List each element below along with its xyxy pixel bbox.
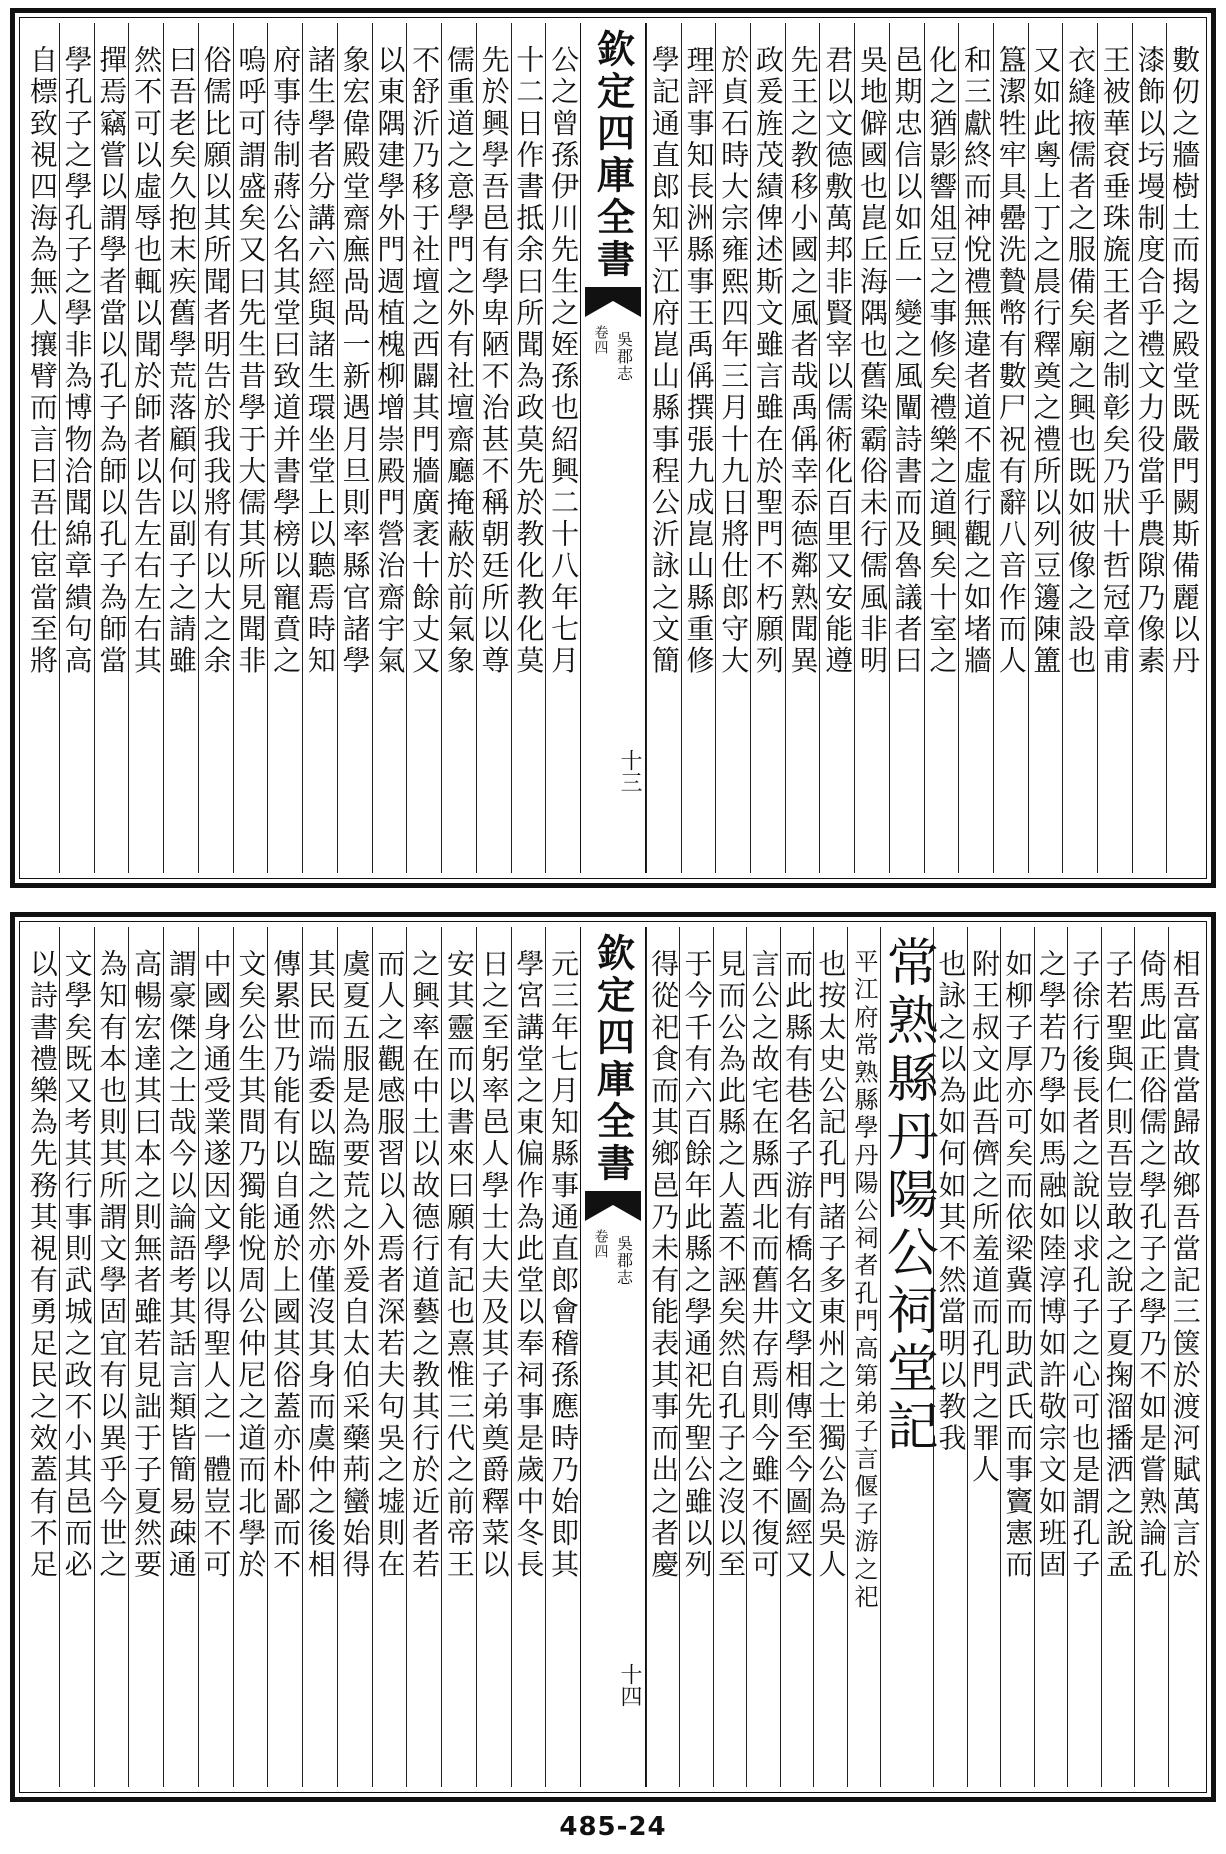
volume-number: 卷四 xyxy=(592,1229,609,1259)
text-column: 府事待制蔣公名其堂曰致道并書學榜以寵賁之 xyxy=(267,23,302,873)
text-column: 學孔子之學孔子之學非為博物洽聞綿章繢句高 xyxy=(59,23,94,873)
text-column: 數仞之牆樹土而揭之殿堂既嚴門闕斯備麗以丹 xyxy=(1166,23,1201,873)
text-column: 也詠之以為如何如其不然當明以教我 xyxy=(933,927,966,1787)
text-column: 先王之教移小國之風者哉禹偁幸忝德鄰熟聞異 xyxy=(785,23,820,873)
fishtail-mark-icon xyxy=(585,287,641,321)
text-column: 中國身通受業遂因文學以得聖人之一體豈不可 xyxy=(198,927,233,1787)
page-panel-bottom xyxy=(10,912,1216,1802)
text-columns-bottom xyxy=(25,927,1201,1787)
text-column: 化之猶影響俎豆之事修矣禮樂之道興矣十室之 xyxy=(924,23,959,873)
text-column: 相吾富貴當歸故鄉吾當記三箧於渡河賦萬言於 xyxy=(1168,927,1201,1787)
text-column: 不舒沂乃移于社壇之西闢其門牆廣袤十餘丈又 xyxy=(406,23,441,873)
left-half-bottom xyxy=(25,927,580,1787)
text-column: 十二日作書抵余曰所聞為政莫先於教化教化莫 xyxy=(511,23,546,873)
text-column: 之興率在中土以故德行道藝之教其行於近者若 xyxy=(406,927,441,1787)
text-column-note: 平江府常熟縣學丹陽公祠者孔門高第弟子言偃子游之祀 xyxy=(847,927,880,1787)
text-column: 以詩書禮樂為先務其視有勇足民之效蓋有不足 xyxy=(25,949,59,1581)
volume-label xyxy=(591,325,636,382)
text-column: 傳累世乃能有以自通於上國其俗蓋亦朴鄙而不 xyxy=(267,927,302,1787)
text-column: 諸生學者分講六經與諸生環坐堂上以聽焉時知 xyxy=(302,23,337,873)
text-column: 先於興學吾邑有學卑陋不治甚不稱朝廷所以尊 xyxy=(476,23,511,873)
text-column: 子徐行後長者之說以求孔子之心可也是謂孔子 xyxy=(1067,927,1100,1787)
text-column: 安其靈而以書來曰願有記也熹惟三代之前帝王 xyxy=(441,927,476,1787)
text-column: 也按太史公記孔門諸子多東州之士獨公為吳人 xyxy=(813,927,846,1787)
text-column: 子若聖與仁則吾豈敢之說子夏掬溜播洒之說孟 xyxy=(1101,927,1134,1787)
center-margin-top xyxy=(580,23,646,873)
right-half-bottom xyxy=(646,927,1201,1787)
text-column: 文學矣既又考其行事則武城之政不小其邑而必 xyxy=(59,927,94,1787)
text-column: 常熟縣丹陽公祠堂記 xyxy=(880,927,933,1787)
text-column: 自標致視四海為無人攘臂而言曰吾仕宦當至將 xyxy=(25,45,59,677)
text-column: 見而公為此縣之人蓋不誣矣然自孔子之沒以至 xyxy=(713,927,746,1787)
text-column: 元三年七月知縣事通直郎會稽孫應時乃始即其 xyxy=(545,927,580,1787)
volume-label xyxy=(591,1229,636,1286)
text-column: 簋潔牲牢具罍洗贄幣有數尸祝有辭八音作而人 xyxy=(993,23,1028,873)
text-column: 和三獻終而神悅禮無違者道不虛行觀之如堵牆 xyxy=(958,23,993,873)
text-column: 君以文德敷萬邦非賢宰以儒術化百里又安能遵 xyxy=(819,23,854,873)
text-column: 俗儒比願以其所聞者明告於我我將有以大之余 xyxy=(198,23,233,873)
text-column: 言公之故宅在縣西北而舊井存焉則今雖不復可 xyxy=(746,927,779,1787)
text-column: 以東隅建學外門週植槐柳增崇殿門營治齋宇氣 xyxy=(372,23,407,873)
left-half-top xyxy=(25,23,580,873)
page-number: 十三 xyxy=(617,749,642,793)
text-column: 學宮講堂之東偏作為此堂以奉祠事是歲中冬長 xyxy=(511,927,546,1787)
text-column: 儒重道之意學門之外有社壇齋廳掩蔽於前氣象 xyxy=(441,23,476,873)
text-column: 衣縫掖儒者之服備矣廟之興也既如彼像之設也 xyxy=(1062,23,1097,873)
text-column: 附王叔文此吾儕之所羞道而孔門之罪人 xyxy=(967,927,1000,1787)
volume-book: 吳郡志 xyxy=(614,1235,634,1286)
text-column: 為知有本也則其所謂文學固宜有以異乎今世之 xyxy=(94,927,129,1787)
text-column: 公之曾孫伊川先生之姪孫也紹興二十八年七月 xyxy=(545,23,580,873)
text-column: 得從祀食而其鄉邑乃未有能表其事而出之者慶 xyxy=(646,927,679,1787)
center-margin-bottom xyxy=(580,927,646,1787)
text-column: 倚馬此正俗儒之學孔子之學乃不如是嘗熟論孔 xyxy=(1134,927,1167,1787)
text-column: 之學若乃學如馬融如陸淳博如許敬宗文如班固 xyxy=(1034,927,1067,1787)
text-column: 象宏偉殿堂齋廡咼咼一新遇月旦則率縣官諸學 xyxy=(337,23,372,873)
text-column: 嗚呼可謂盛矣又曰先生昔學于大儒其所見聞非 xyxy=(233,23,268,873)
book-title: 欽定四庫全書 xyxy=(590,933,636,1185)
text-column: 而人之觀感服習以入焉者深若夫句吳之墟則在 xyxy=(372,927,407,1787)
text-column: 曰吾老矣久抱末疾舊學荒落顧何以副子之請雖 xyxy=(163,23,198,873)
text-column: 然不可以虛辱也輒以聞於師者以告左右左右其 xyxy=(128,23,163,873)
page-panel-top xyxy=(10,8,1216,888)
text-column: 如柳子厚亦可矣而依梁冀而助武氏而事竇憲而 xyxy=(1000,927,1033,1787)
book-title: 欽定四庫全書 xyxy=(590,29,636,281)
text-column: 邑期忠信以如丘一變之風闡詩書而及魯議者曰 xyxy=(889,23,924,873)
page-number: 十四 xyxy=(617,1663,642,1707)
volume-book: 吳郡志 xyxy=(614,331,634,382)
text-column: 謂豪傑之士哉今以論語考其話言類皆簡易疎通 xyxy=(163,927,198,1787)
text-column: 理評事知長洲縣事王禹偁撰張九成崑山縣重修 xyxy=(681,23,716,873)
text-column: 高暢宏達其曰本之則無者雖若見詘于子夏然要 xyxy=(128,927,163,1787)
text-column: 王被華袞垂珠旒王者之制彰矣乃狀十哲冠章甫 xyxy=(1097,23,1132,873)
text-column: 文矣公生其間乃獨能悅周公仲尼之道而北學於 xyxy=(233,927,268,1787)
text-column: 其民而端委以臨之然亦僅沒其身而虞仲之後相 xyxy=(302,927,337,1787)
text-column: 吳地僻國也崑丘海隅也舊染霸俗未行儒風非明 xyxy=(854,23,889,873)
text-column: 又如此粵上丁之晨行釋奠之禮所以列豆籩陳簠 xyxy=(1028,23,1063,873)
text-column: 日之至躬率邑人學士大夫及其子弟奠爵釋菜以 xyxy=(476,927,511,1787)
fishtail-mark-icon xyxy=(585,1191,641,1225)
text-columns-top xyxy=(25,23,1201,873)
text-column: 學記通直郎知平江府崑山縣事程公沂詠之文簡 xyxy=(646,23,681,873)
text-column: 而此縣有巷名子游有橋名文學相傳至今圖經又 xyxy=(780,927,813,1787)
page-footer: 485-24 xyxy=(559,1812,667,1842)
text-column: 漆飾以圬墁制度合乎禮文力役當乎農隙乃像素 xyxy=(1132,23,1167,873)
text-column: 於貞石時大宗雍熙四年三月十九日將仕郎守大 xyxy=(715,23,750,873)
text-column: 政爰旌茂績俾述斯文雖言雖在於聖門不朽願列 xyxy=(750,23,785,873)
right-half-top xyxy=(646,23,1201,873)
text-column: 撣焉竊嘗以謂學者當以孔子為師以孔子為師當 xyxy=(94,23,129,873)
text-column: 虞夏五服是為要荒之外爰自太伯采藥荊蠻始得 xyxy=(337,927,372,1787)
text-column: 于今千有六百餘年此縣之學通祀先聖公雖以列 xyxy=(679,927,712,1787)
volume-number: 卷四 xyxy=(592,325,609,355)
